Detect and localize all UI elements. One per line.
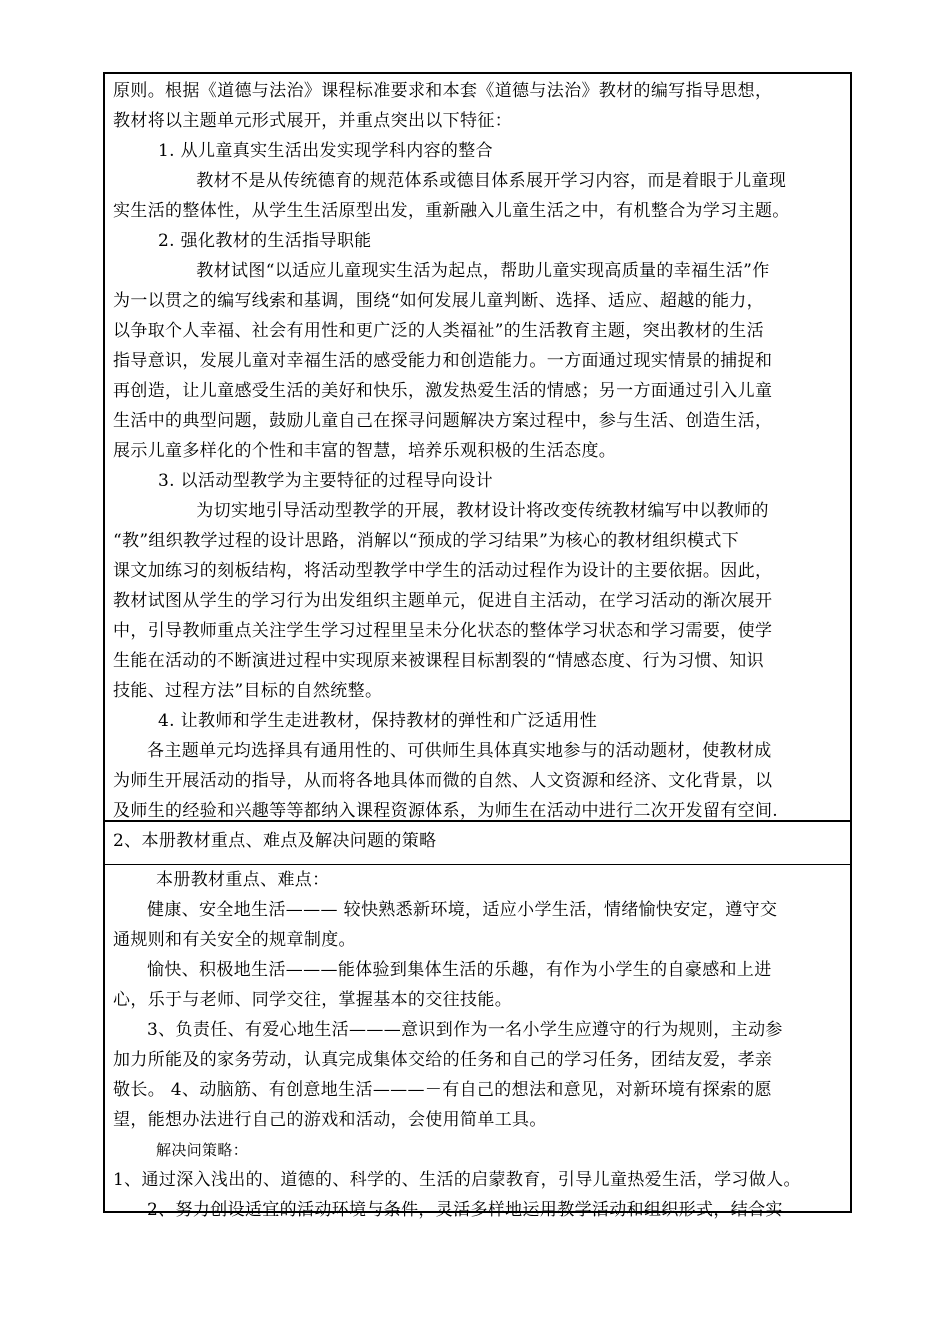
keypoint-1-line-2: 通规则和有关安全的规章制度。 [113,930,356,950]
feature-2-body-line: 指导意识，发展儿童对幸福生活的感受能力和创造能力。一方面通过现实情景的捕捉和 [113,351,773,371]
strategy-1: 1、通过深入浅出的、道德的、科学的、生活的启蒙教育，引导儿童热爱生活，学习做人。 [113,1170,801,1190]
feature-4-body-line-1: 各主题单元均选择具有通用性的、可供师生具体真实地参与的活动题材，使教材成 [147,741,772,761]
keypoints-cell [103,865,852,1220]
feature-3-body-line-1: 为切实地引导活动型教学的开展，教材设计将改变传统教材编写中以教师的 [196,501,769,521]
keypoints-text [113,865,846,1225]
feature-4-title: 4. 让教师和学生走进教材，保持教材的弹性和广泛适用性 [158,711,598,731]
strategy-2: 2、努力创设适宜的活动环境与条件，灵活多样地运用教学活动和组织形式，结合实 [147,1200,783,1220]
features-text [113,76,846,826]
textbook-features-cell [103,72,852,822]
feature-2-body-line: 以争取个人幸福、社会有用性和更广泛的人类福祉”的生活教育主题，突出教材的生活 [113,321,764,341]
keypoint-3-line-3: 敬长。 4、动脑筋、有创意地生活———－有自己的想法和意见，对新环境有探索的愿 [113,1080,772,1100]
feature-4-body-line: 及师生的经验和兴趣等等都纳入课程资源体系，为师生在活动中进行二次开发留有空间. [113,801,779,821]
feature-2-title: 2. 强化教材的生活指导职能 [158,231,372,251]
feature-3-title: 3. 以活动型教学为主要特征的过程导向设计 [158,471,493,491]
feature-2-body-line: 为一以贯之的编写线索和基调，围绕“如何发展儿童判断、选择、适应、超越的能力， [113,291,764,311]
feature-1-title: 1. 从儿童真实生活出发实现学科内容的整合 [158,141,493,161]
feature-3-body-line: 课文加练习的刻板结构，将活动型教学中学生的活动过程作为设计的主要依据。因此， [113,561,773,581]
keypoint-3-line-2: 加力所能及的家务劳动，认真完成集体交给的任务和自己的学习任务，团结友爱，孝亲 [113,1050,773,1070]
keypoint-2-line-1: 愉快、积极地生活———能体验到集体生活的乐趣，有作为小学生的自豪感和上进 [147,960,772,980]
intro-line-1: 原则。根据《道德与法治》课程标准要求和本套《道德与法治》教材的编写指导思想， [113,81,773,101]
keypoint-1-line-1: 健康、安全地生活——— 较快熟悉新环境，适应小学生活，情绪愉快安定，遵守交 [147,900,778,920]
section-heading-cell [103,820,852,865]
section-heading: 2、本册教材重点、难点及解决问题的策略 [113,831,437,851]
feature-2-body-line-1: 教材试图“以适应儿童现实生活为起点，帮助儿童实现高质量的幸福生活”作 [196,261,770,281]
feature-2-body-line: 再创造，让儿童感受生活的美好和快乐，激发热爱生活的情感；另一方面通过引入儿童 [113,381,773,401]
feature-4-body-line: 为师生开展活动的指导，从而将各地具体而微的自然、人文资源和经济、文化背景，以 [113,771,773,791]
keypoint-2-line-2: 心，乐于与老师、同学交往，掌握基本的交往技能。 [113,990,513,1010]
feature-1-body-line-1: 教材不是从传统德育的规范体系或德目体系展开学习内容，而是着眼于儿童现 [196,171,787,191]
keypoints-label: 本册教材重点、难点： [156,870,330,890]
feature-2-body-line: 展示儿童多样化的个性和丰富的智慧，培养乐观积极的生活态度。 [113,441,617,461]
keypoint-3-line-4: 望，能想办法进行自己的游戏和活动，会使用简单工具。 [113,1110,547,1130]
feature-3-body-line: 技能、过程方法”目标的自然统整。 [113,681,383,701]
feature-3-body-line: 中，引导教师重点关注学生学习过程里呈未分化状态的整体学习状态和学习需要，使学 [113,621,773,641]
strategy-label: 解决问策略： [156,1141,249,1159]
intro-line-2: 教材将以主题单元形式展开，并重点突出以下特征： [113,111,513,131]
feature-2-body-line: 生活中的典型问题，鼓励儿童自己在探寻问题解决方案过程中，参与生活、创造生活， [113,411,773,431]
feature-1-body-line-2: 实生活的整体性，从学生生活原型出发，重新融入儿童生活之中，有机整合为学习主题。 [113,201,790,221]
keypoint-3-line-1: 3、负责任、有爱心地生活———意识到作为一名小学生应遵守的行为规则，主动参 [147,1020,783,1040]
feature-3-body-line: 生能在活动的不断演进过程中实现原来被课程目标割裂的“情感态度、行为习惯、知识 [113,651,764,671]
feature-3-body-line: “教”组织教学过程的设计思路，消解以“预成的学习结果”为核心的教材组织模式下 [113,531,740,551]
feature-3-body-line: 教材试图从学生的学习行为出发组织主题单元，促进自主活动，在学习活动的渐次展开 [113,591,773,611]
